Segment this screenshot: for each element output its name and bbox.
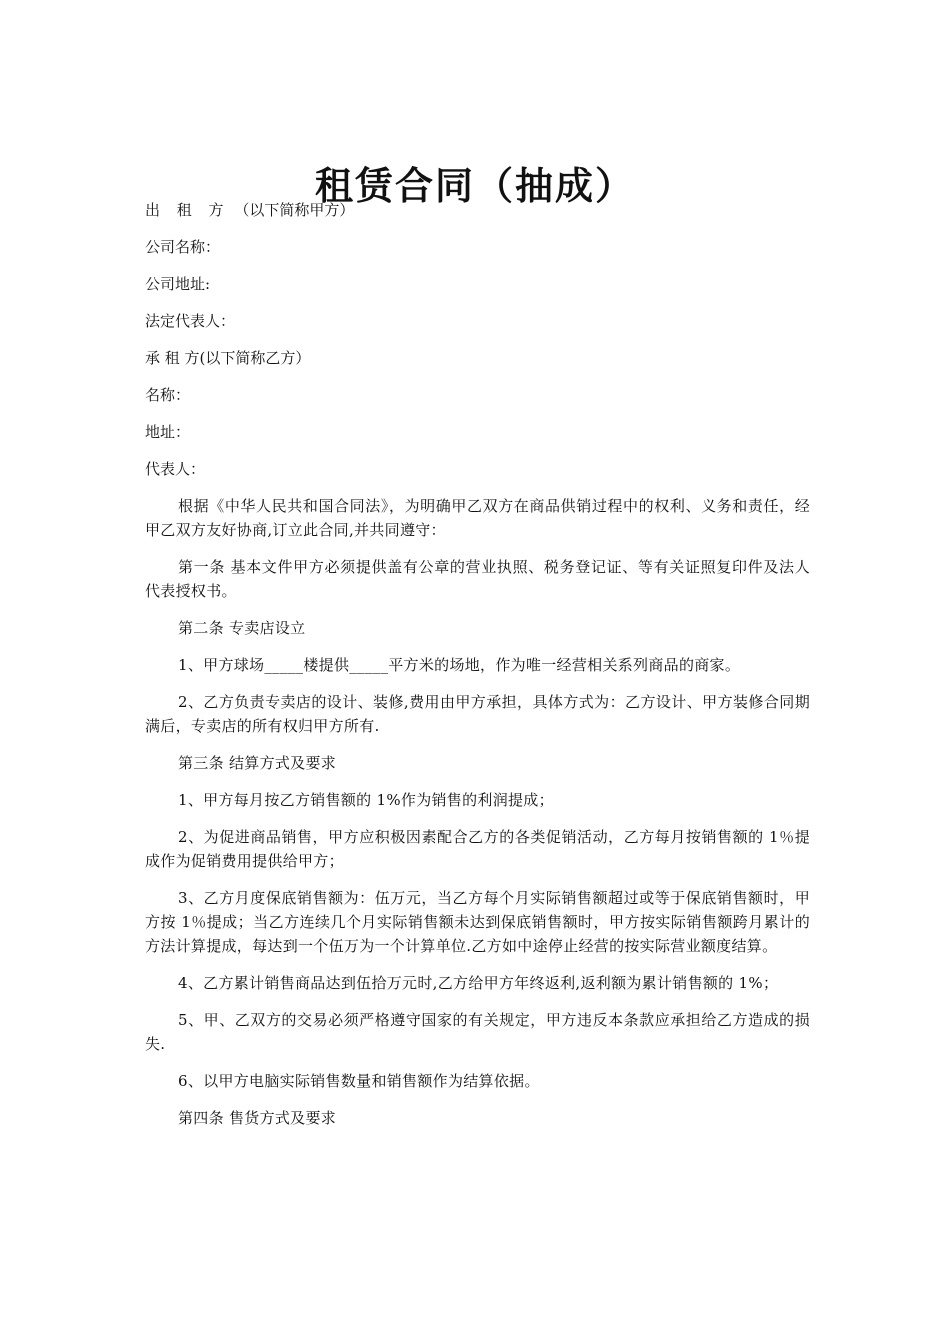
- article-3-clause-5: 5、甲、乙双方的交易必须严格遵守国家的有关规定，甲方违反本条款应承担给乙方造成的损失.: [145, 1011, 810, 1053]
- article-4-heading: 第四条 售货方式及要求: [178, 1109, 337, 1127]
- article-2-clause-2: 2、乙方负责专卖店的设计、装修,费用由甲方承担，具体方式为：乙方设计、甲方装修合同期满后，专卖店的所有权归甲方所有.: [145, 693, 810, 735]
- preamble-paragraph: 根据《中华人民共和国合同法》，为明确甲乙双方在商品供销过程中的权利、义务和责任，经甲乙双方友好协商,订立此合同,并共同遵守：: [145, 497, 810, 539]
- lessor-legal-rep-label: 法定代表人：: [145, 312, 236, 330]
- article-2-heading: 第二条 专卖店设立: [178, 619, 306, 637]
- lessor-heading-label: 出 租 方: [145, 201, 230, 219]
- lessee-rep-label: 代表人：: [145, 460, 206, 478]
- article-3-clause-6: 6、以甲方电脑实际销售数量和销售额作为结算依据。: [178, 1072, 540, 1090]
- article-2-clause-1: 1、甲方球场_____楼提供_____平方米的场地，作为唯一经营相关系列商品的商家。: [178, 656, 741, 674]
- lessor-company-address-label: 公司地址:: [145, 275, 211, 293]
- document-title: 租赁合同（抽成）: [314, 163, 635, 209]
- article-3-clause-3: 3、乙方月度保底销售额为：伍万元，当乙方每个月实际销售额超过或等于保底销售额时，甲方按 1％提成；当乙方连续几个月实际销售额未达到保底销售额时，甲方按实际销售额跨月累计的方法计算提成，每达到一个伍万为一个计算单位.乙方如中途停止经营的按实际营业额度结算。: [145, 889, 810, 955]
- article-3-heading: 第三条 结算方式及要求: [178, 754, 337, 772]
- lessee-address-label: 地址：: [145, 423, 191, 441]
- lessee-name-label: 名称：: [145, 386, 191, 404]
- lessor-company-name-label: 公司名称：: [145, 238, 221, 256]
- lessor-heading: [145, 198, 810, 222]
- article-1-paragraph: 第一条 基本文件甲方必须提供盖有公章的营业执照、税务登记证、等有关证照复印件及法人代表授权书。: [145, 558, 810, 600]
- article-3-clause-1: 1、甲方每月按乙方销售额的 1%作为销售的利润提成；: [178, 791, 554, 809]
- document-body: [145, 198, 810, 1143]
- article-3-clause-2: 2、为促进商品销售，甲方应积极因素配合乙方的各类促销活动，乙方每月按销售额的 1％提成作为促销费用提供给甲方；: [145, 828, 810, 870]
- lessor-heading-note: （以下简称甲方）: [234, 201, 355, 219]
- lessee-heading: 承 租 方(以下简称乙方）: [145, 349, 311, 367]
- article-3-clause-4: 4、乙方累计销售商品达到伍拾万元时,乙方给甲方年终返利,返利额为累计销售额的 1%；: [178, 974, 779, 992]
